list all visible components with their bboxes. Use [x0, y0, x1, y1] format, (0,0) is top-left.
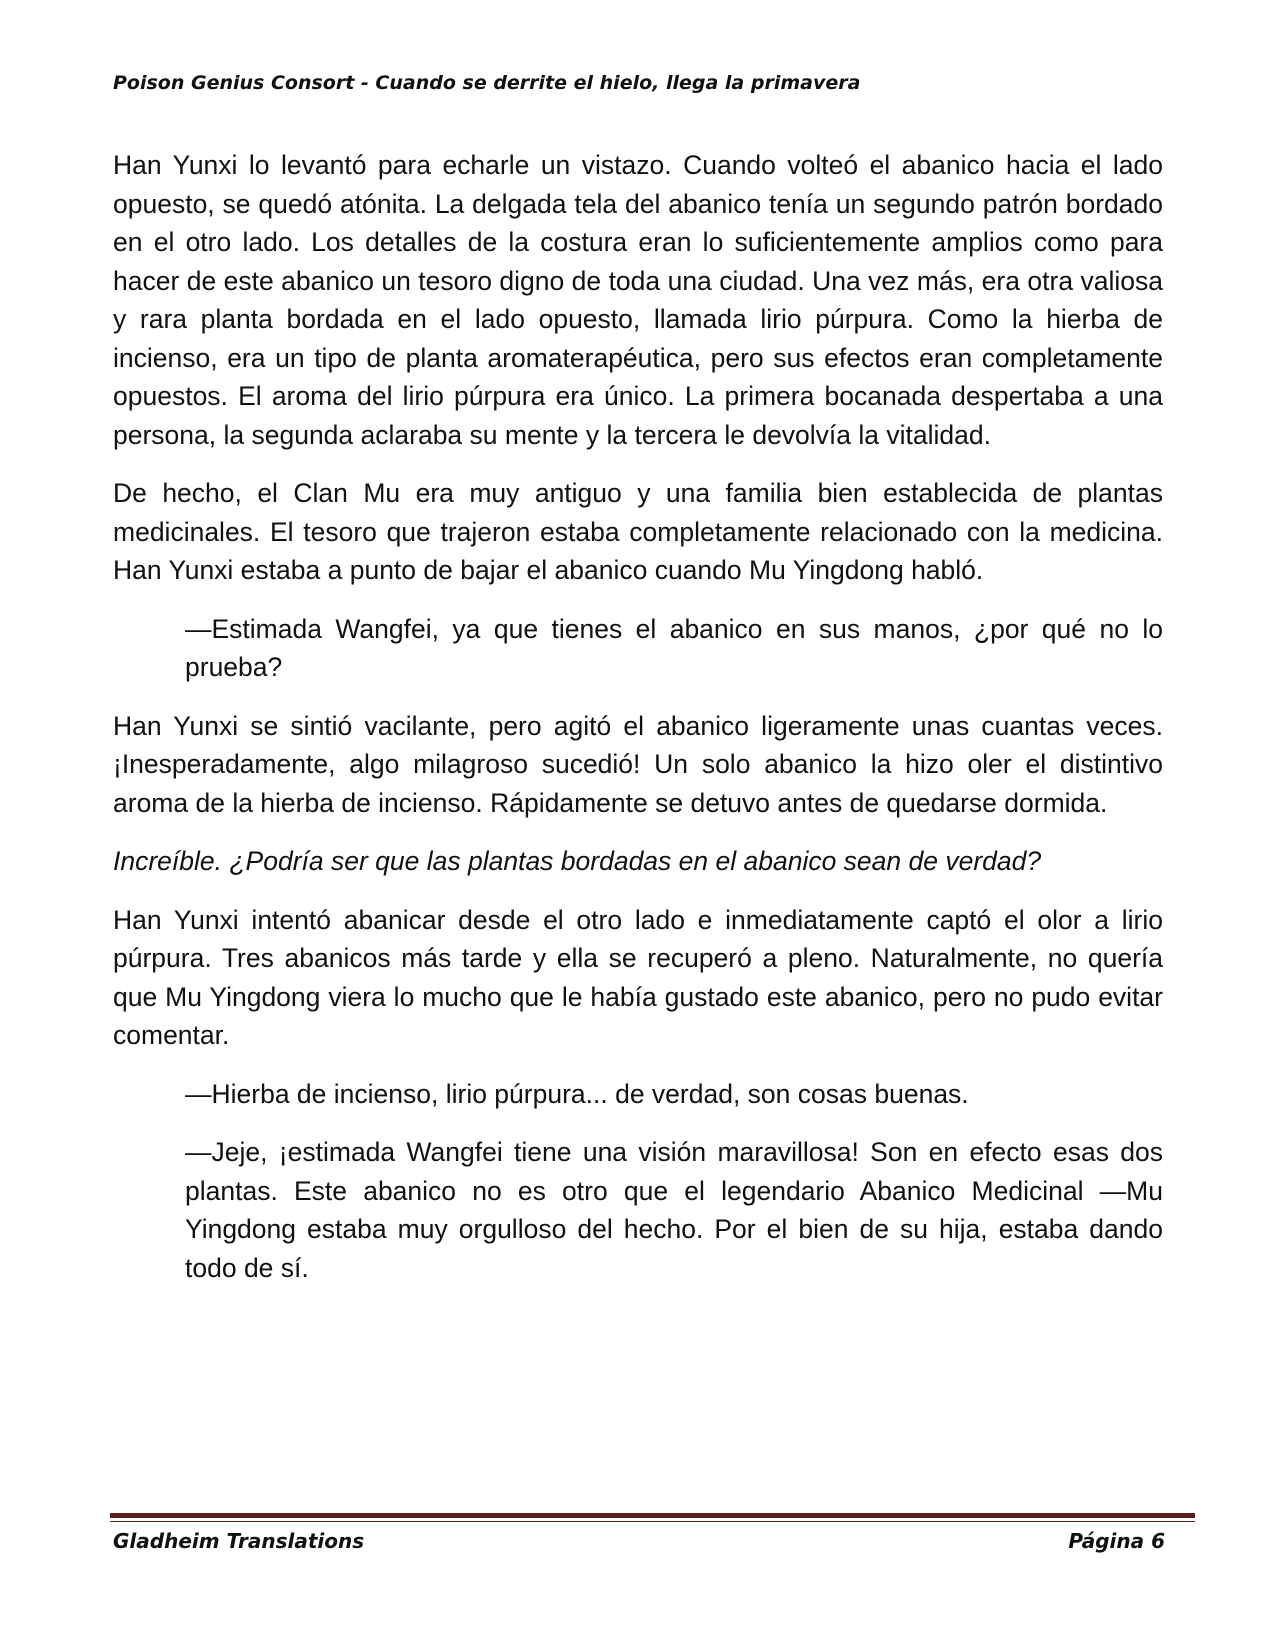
document-body: [113, 146, 1163, 1307]
dialogue-paragraph: —Hierba de incienso, lirio púrpura... de verdad, son cosas buenas.: [185, 1078, 969, 1109]
paragraph: De hecho, el Clan Mu era muy antiguo y una familia bien establecida de plantas medicinales. El tesoro que trajeron estaba completamente relacionado con la medicina. Han Yunxi estaba a punto de bajar el abanico cuando Mu Yingdong habló.: [113, 478, 1163, 585]
paragraph: Han Yunxi intentó abanicar desde el otro lado e inmediatamente captó el olor a lirio púrpura. Tres abanicos más tarde y ella se recuperó a pleno. Naturalmente, no quería que Mu Yingdong viera lo mucho que le había gustado este abanico, pero no pudo evitar comentar.: [113, 904, 1163, 1050]
footer-divider: [110, 1513, 1195, 1518]
thought-paragraph: Increíble. ¿Podría ser que las plantas bordadas en el abanico sean de verdad?: [113, 846, 1042, 876]
footer-divider-thin: [110, 1521, 1195, 1522]
dialogue-paragraph: —Estimada Wangfei, ya que tienes el abanico en sus manos, ¿por qué no lo prueba?: [185, 613, 1163, 682]
paragraph: Han Yunxi se sintió vacilante, pero agitó el abanico ligeramente unas cuantas veces. ¡Inesperadamente, algo milagroso sucedió! Un solo abanico la hizo oler el distintivo aroma de la hierba de incienso. Rápidamente se detuvo antes de quedarse dormida.: [113, 710, 1163, 818]
page-footer: [113, 1529, 1165, 1553]
paragraph: Han Yunxi lo levantó para echarle un vistazo. Cuando volteó el abanico hacia el lado opuesto, se quedó atónita. La delgada tela del abanico tenía un segundo patrón bordado en el otro lado. Los detalles de la costura eran lo suficientemente amplios como para hacer de este abanico un tesoro digno de toda una ciudad. Una vez más, era otra valiosa y rara planta bordada en el lado opuesto, llamada lirio púrpura. Como la hierba de incienso, era un tipo de planta aromaterapéutica, pero sus efectos eran completamente opuestos. El aroma del lirio púrpura era único. La primera bocanada despertaba a una persona, la segunda aclaraba su mente y la tercera le devolvía la vitalidad.: [113, 150, 1163, 450]
page-number: Página 6: [1068, 1529, 1165, 1553]
page-header: Poison Genius Consort - Cuando se derrite el hielo, llega la primavera: [113, 72, 861, 94]
footer-publisher: Gladheim Translations: [113, 1529, 365, 1553]
dialogue-paragraph: —Jeje, ¡estimada Wangfei tiene una visión maravillosa! Son en efecto esas dos plantas. Este abanico no es otro que el legendario Abanico Medicinal —Mu Yingdong estaba muy orgulloso del hecho. Por el bien de su hija, estaba dando todo de sí.: [185, 1137, 1163, 1283]
